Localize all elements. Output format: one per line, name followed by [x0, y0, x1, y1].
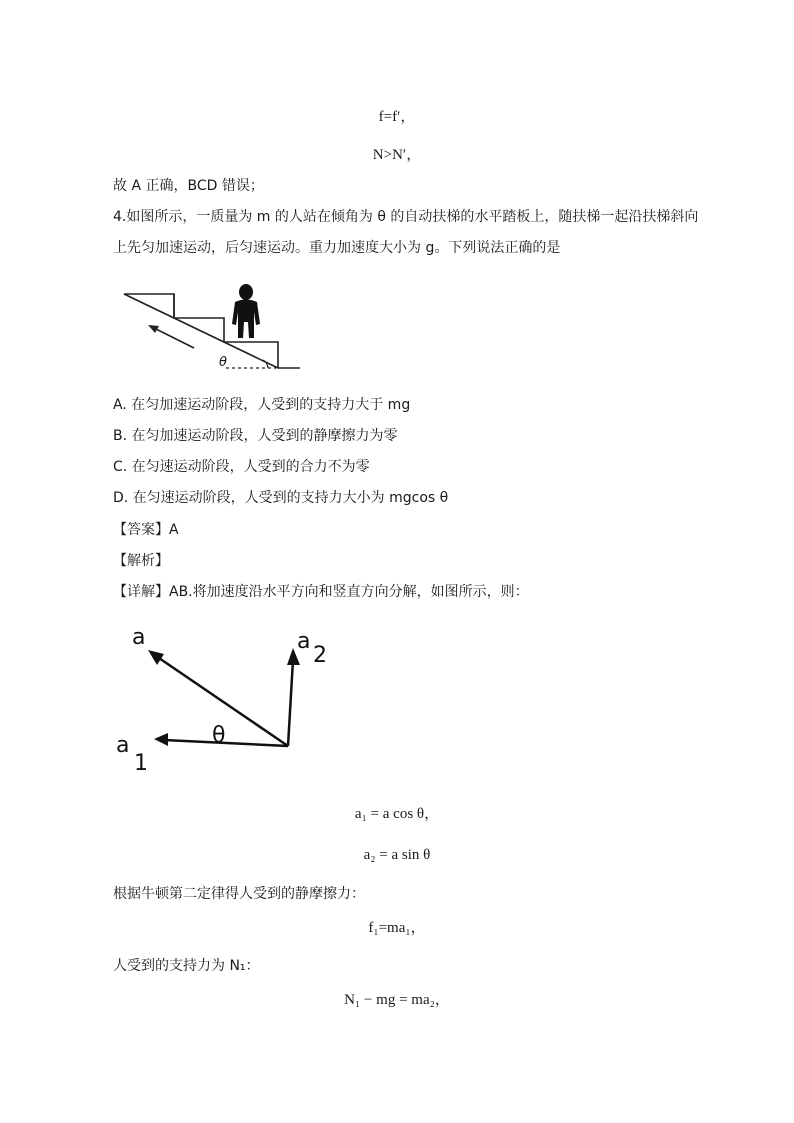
option-b: B. 在匀加速运动阶段，人受到的静摩擦力为零 [113, 428, 398, 444]
vector-theta-label: θ [212, 723, 226, 748]
question-line-2: 上先匀加速运动，后匀速运动。重力加速度大小为 g。下列说法正确的是 [113, 240, 561, 256]
equation-N1: N₁ − mg = ma₂， [344, 992, 450, 1008]
theta-label: θ [219, 355, 227, 370]
vector-a-label: a [132, 625, 146, 650]
vector-a1-label: a [116, 733, 130, 758]
analysis-heading: 【解析】 [113, 553, 169, 569]
answer-text: 【答案】A [113, 522, 179, 538]
vector-figure [112, 618, 352, 783]
support-force-text: 人受到的支持力为 N₁： [113, 958, 260, 974]
newton-law-text: 根据牛顿第二定律得人受到的静摩擦力： [113, 886, 365, 902]
equation-f: f=f′， [378, 109, 416, 125]
vector-a2-label: a [297, 629, 311, 654]
equation-f1: f₁=ma₁， [368, 920, 426, 936]
conclusion-text: 故 A 正确，BCD 错误； [113, 178, 264, 194]
question-line-1: 4.如图所示，一质量为 m 的人站在倾角为 θ 的自动扶梯的水平踏板上，随扶梯一起沿扶梯斜向 [113, 209, 699, 225]
option-a: A. 在匀加速运动阶段，人受到的支持力大于 mg [113, 397, 411, 413]
escalator-figure [118, 282, 308, 374]
equation-a2: a₂ = a sin θ [363, 847, 431, 863]
equation-a1: a₁ = a cos θ， [354, 806, 440, 822]
detail-text: 【详解】AB.将加速度沿水平方向和竖直方向分解，如图所示，则： [113, 584, 529, 600]
option-c: C. 在匀速运动阶段，人受到的合力不为零 [113, 459, 370, 475]
vector-a2-subscript: 2 [313, 643, 327, 668]
vector-a1-subscript: 1 [134, 751, 148, 776]
equation-N: N>N′， [372, 147, 422, 163]
person-icon [232, 284, 260, 338]
option-d: D. 在匀速运动阶段，人受到的支持力大小为 mgcos θ [113, 490, 449, 506]
